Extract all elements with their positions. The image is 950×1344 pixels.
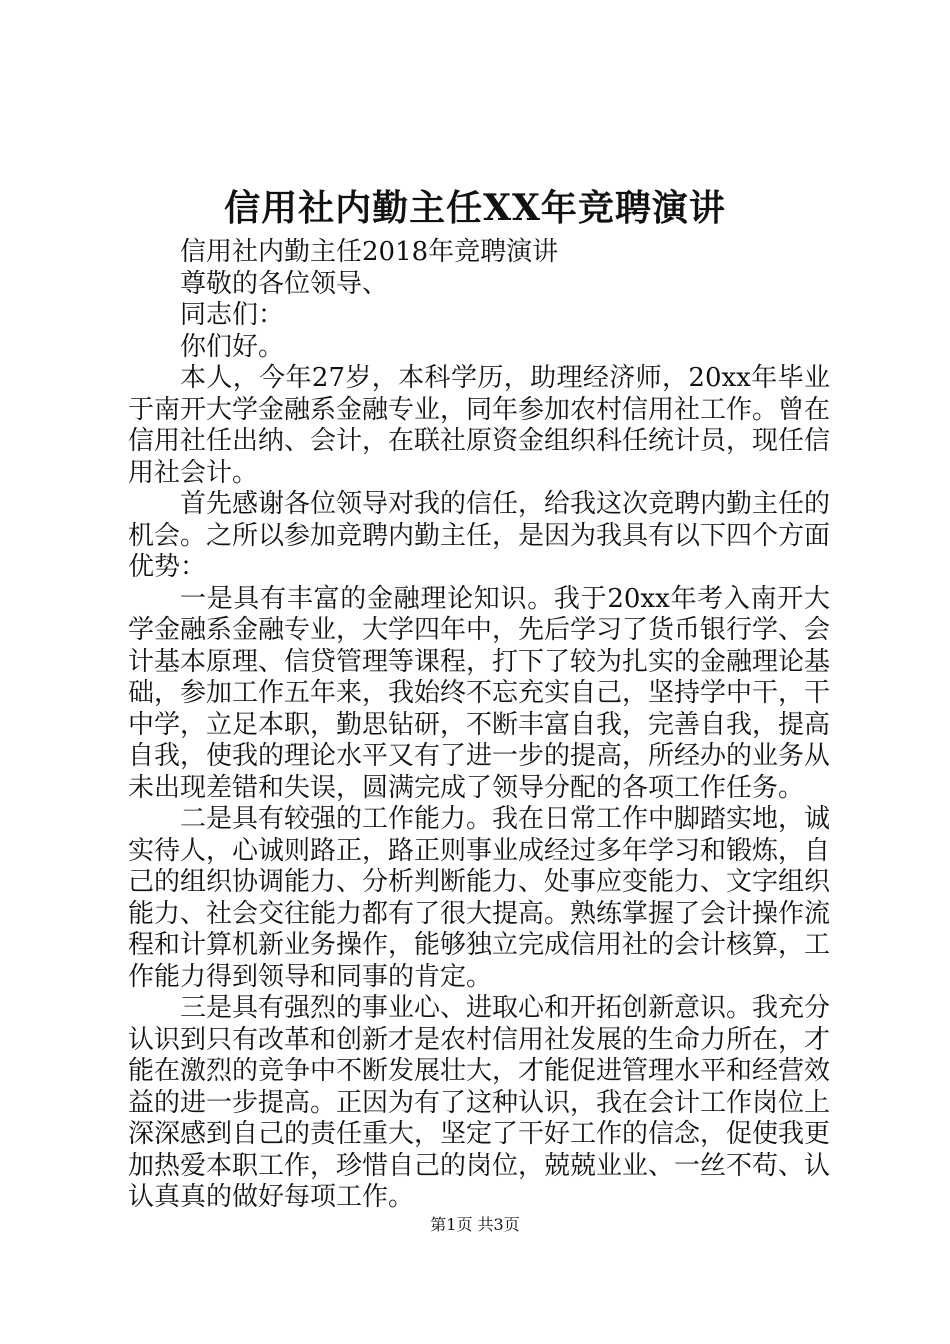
paragraph-advantage-3: 三是具有强烈的事业心、进取心和开拓创新意识。我充分认识到只有改革和创新才是农村信用社发展的生命力所在，才能在激烈的竞争中不断发展壮大，才能促进管理水平和经营效益的进一步提高。正因为有了这种认识，我在会计工作岗位上深深感到自己的责任重大，坚定了干好工作的信念，促使我更加热爱本职工作，珍惜自己的岗位，兢兢业业、一丝不苟、认认真真的做好每项工作。 (128, 993, 831, 1212)
page-footer: 第1页 共3页 (430, 1215, 520, 1234)
document-title: 信用社内勤主任XX年竞聘演讲 (224, 187, 726, 229)
paragraph-salutation: 尊敬的各位领导、 (180, 268, 389, 299)
document-body (128, 237, 830, 1214)
paragraph-subtitle: 信用社内勤主任2018年竞聘演讲 (180, 237, 559, 267)
paragraph-introduction: 本人，今年27岁，本科学历，助理经济师，20xx年毕业于南开大学金融系金融专业，同年参加农村信用社工作。曾在信用社任出纳、会计，在联社原资金组织科任统计员，现任信用社会计。 (128, 363, 831, 488)
paragraph-thanks: 首先感谢各位领导对我的信任，给我这次竞聘内勤主任的机会。之所以参加竞聘内勤主任，是因为我具有以下四个方面优势： (128, 489, 831, 582)
paragraph-advantage-1: 一是具有丰富的金融理论知识。我于20xx年考入南开大学金融系金融专业，大学四年中，先后学习了货币银行学、会计基本原理、信贷管理等课程，打下了较为扎实的金融理论基础，参加工作五年来，我始终不忘充实自己，坚持学中干，干中学，立足本职，勤思钻研，不断丰富自我，完善自我，提高自我，使我的理论水平又有了进一步的提高，所经办的业务从未出现差错和失误，圆满完成了领导分配的各项工作任务。 (128, 583, 831, 803)
paragraph-salutation-2: 同志们： (180, 300, 285, 330)
paragraph-advantage-2: 二是具有较强的工作能力。我在日常工作中脚踏实地，诚实待人，心诚则路正，路正则事业成经过多年学习和锻炼，自己的组织协调能力、分析判断能力、处事应变能力、文字组织能力、社会交往能力都有了很大提高。熟练掌握了会计操作流程和计算机新业务操作，能够独立完成信用社的会计核算，工作能力得到领导和同事的肯定。 (128, 804, 831, 992)
paragraph-greeting: 你们好。 (180, 331, 285, 362)
